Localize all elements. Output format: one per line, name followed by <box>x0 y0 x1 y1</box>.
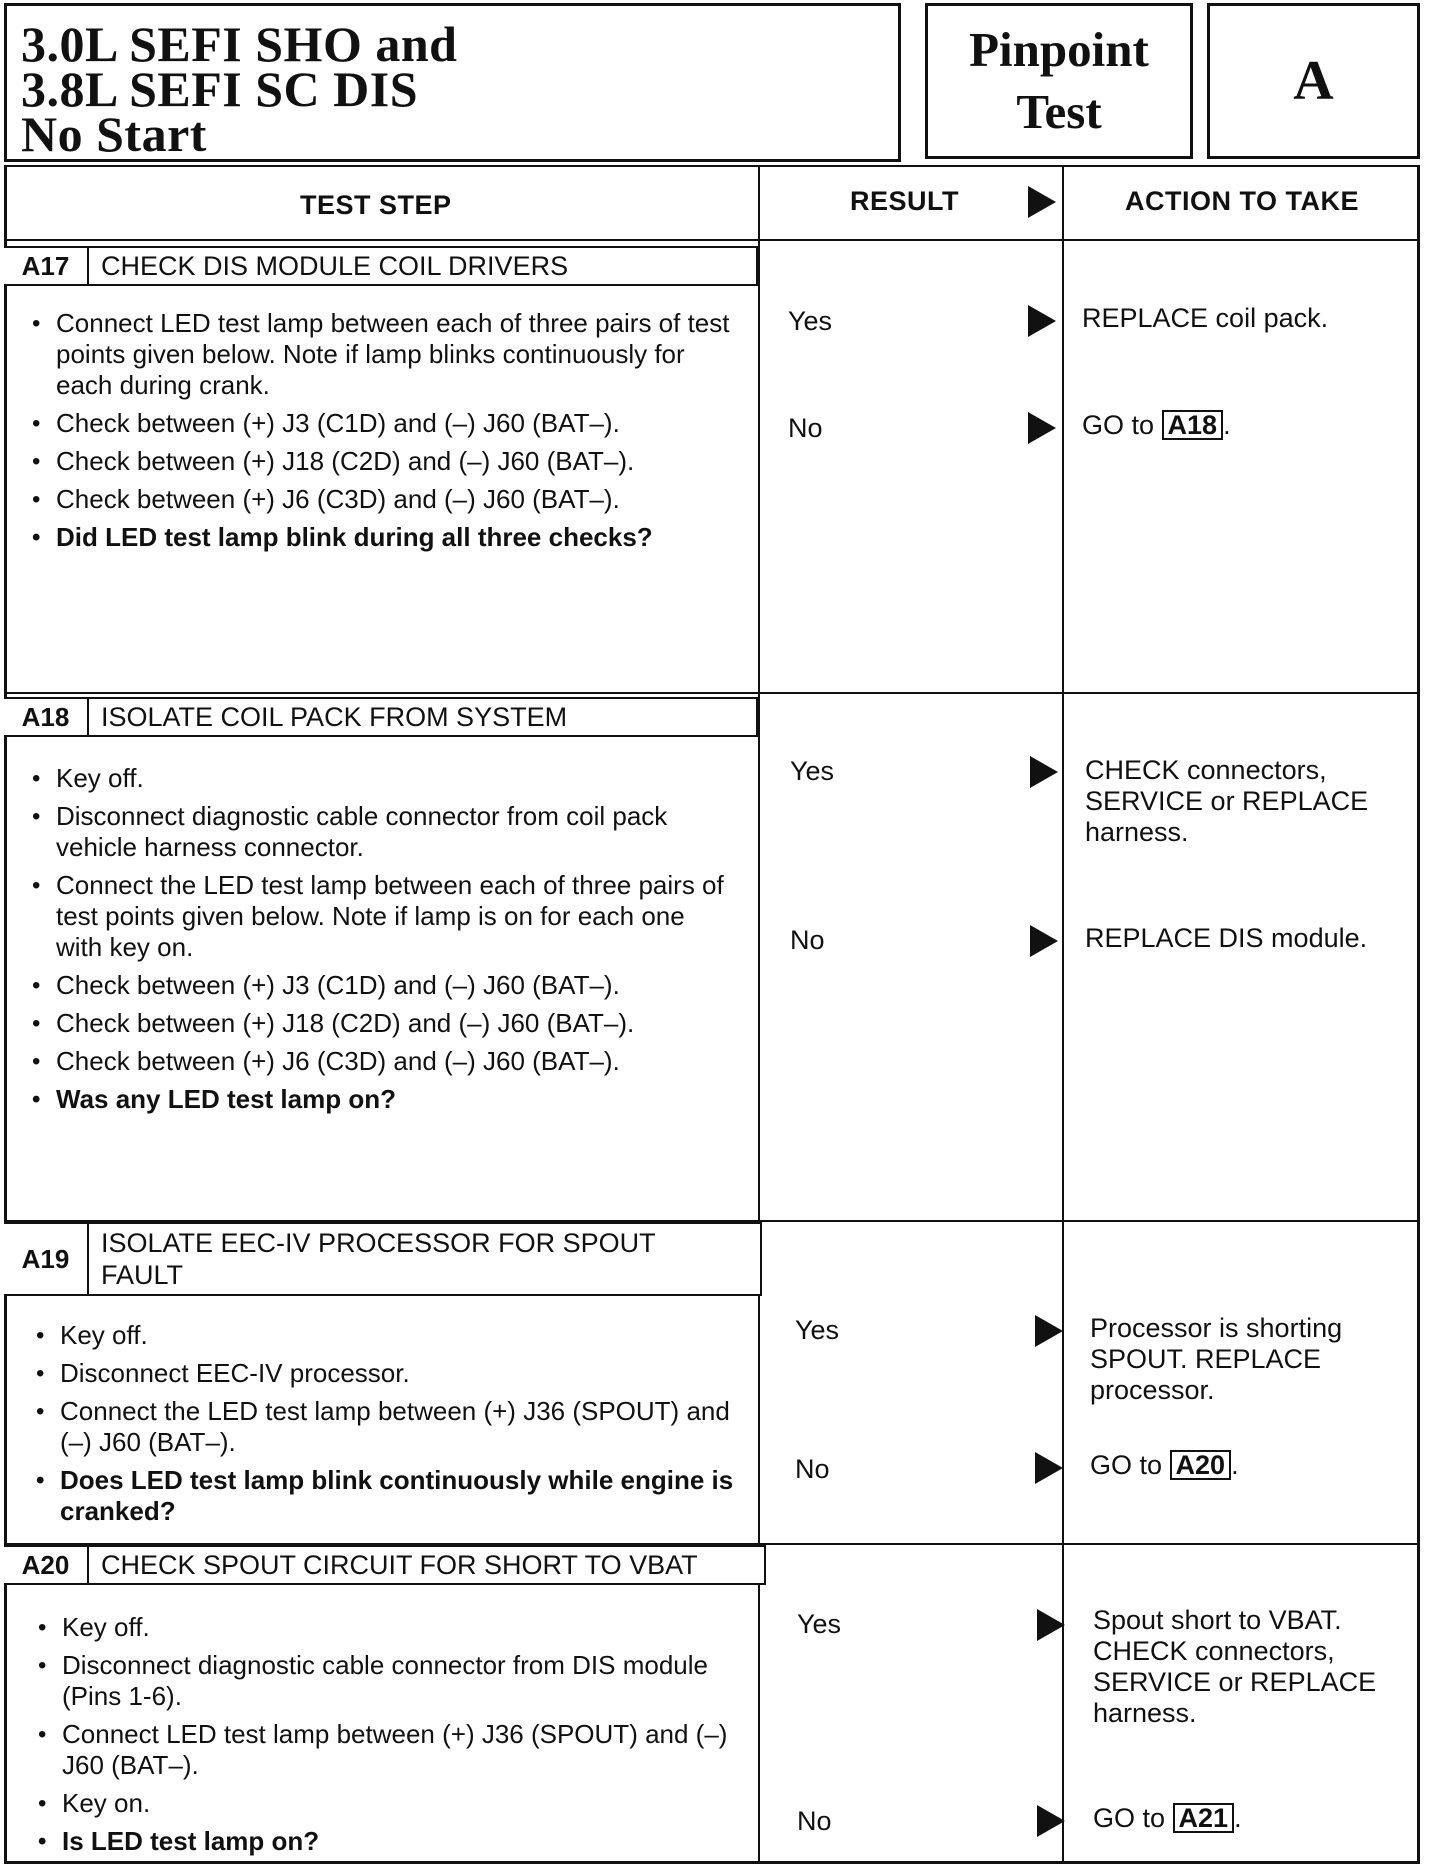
step-instructions <box>30 763 730 1122</box>
step-header <box>4 1545 766 1585</box>
action-text: REPLACE DIS module. <box>1085 923 1368 953</box>
step-reference: A18 <box>1162 410 1224 440</box>
step-title: CHECK SPOUT CIRCUIT FOR SHORT TO VBAT <box>101 1550 698 1580</box>
step-question: • Is LED test lamp on? <box>36 1826 736 1857</box>
arrow-icon <box>1037 1609 1065 1641</box>
step-reference: A21 <box>1173 1803 1235 1833</box>
step-instructions <box>34 1320 734 1534</box>
step-id: A18 <box>4 699 89 735</box>
arrow-icon <box>1030 925 1058 957</box>
arrow-icon <box>1035 1315 1063 1347</box>
test-letter: A <box>1207 3 1420 159</box>
step-reference: A20 <box>1170 1450 1232 1480</box>
action-text: REPLACE coil pack. <box>1082 303 1329 333</box>
step-header <box>4 1222 762 1296</box>
result-column-divider <box>758 165 760 1864</box>
goto-suffix: . <box>1223 410 1231 440</box>
arrow-icon <box>1037 1805 1065 1837</box>
list-item: • Key off. <box>34 1320 734 1351</box>
step-instructions <box>30 308 730 560</box>
list-item: • Check between (+) J18 (C2D) and (–) J60 (BAT–). <box>30 446 730 477</box>
arrow-icon <box>1035 1452 1063 1484</box>
goto-prefix: GO to <box>1090 1450 1163 1480</box>
result-no: No <box>795 1454 830 1484</box>
step-id: A20 <box>4 1547 89 1583</box>
list-item: • Disconnect diagnostic cable connector from coil pack vehicle harness connector. <box>30 801 730 863</box>
action-goto <box>1090 1450 1410 1481</box>
list-item: • Check between (+) J6 (C3D) and (–) J60 (BAT–). <box>30 1046 730 1077</box>
column-header-rule <box>4 239 1420 241</box>
list-item: • Connect the LED test lamp between each of three pairs of test points given below. Note if lamp is on for each one with key on. <box>30 870 730 963</box>
test-label: Test <box>1016 84 1102 139</box>
row-rule <box>4 692 1420 694</box>
step-instructions <box>36 1612 736 1864</box>
column-header-action: ACTION TO TAKE <box>1125 186 1359 216</box>
result-no: No <box>788 413 823 443</box>
action-text: Spout short to VBAT. CHECK connectors, SERVICE or REPLACE harness. <box>1093 1605 1377 1728</box>
list-item: • Connect LED test lamp between (+) J36 (SPOUT) and (–) J60 (BAT–). <box>36 1719 736 1781</box>
step-title: ISOLATE COIL PACK FROM SYSTEM <box>101 702 568 732</box>
goto-suffix: . <box>1231 1450 1239 1480</box>
arrow-icon <box>1028 412 1056 444</box>
step-id: A17 <box>4 248 89 284</box>
list-item: • Connect the LED test lamp between (+) J36 (SPOUT) and (–) J60 (BAT–). <box>34 1396 734 1458</box>
list-item: • Key off. <box>30 763 730 794</box>
list-item: • Key off. <box>36 1612 736 1643</box>
result-yes: Yes <box>797 1609 842 1639</box>
table-top-rule <box>4 165 1420 167</box>
list-item: • Connect LED test lamp between each of three pairs of test points given below. Note if lamp blinks continuously for each during crank. <box>30 308 730 401</box>
step-id: A19 <box>4 1224 89 1294</box>
list-item: • Key on. <box>36 1788 736 1819</box>
list-item: • Check between (+) J6 (C3D) and (–) J60 (BAT–). <box>30 484 730 515</box>
result-yes: Yes <box>795 1315 840 1345</box>
step-header <box>4 246 758 286</box>
result-no: No <box>797 1806 832 1836</box>
step-title: CHECK DIS MODULE COIL DRIVERS <box>101 251 569 281</box>
goto-prefix: GO to <box>1093 1803 1166 1833</box>
pinpoint-label: Pinpoint <box>969 22 1149 77</box>
step-title: ISOLATE EEC-IV PROCESSOR FOR SPOUT FAULT <box>101 1228 656 1290</box>
title-line-1: 3.0L SEFI SHO and <box>21 16 458 72</box>
result-no: No <box>790 925 825 955</box>
title-line-3: No Start <box>21 106 207 162</box>
step-question: • Did LED test lamp blink during all three checks? <box>30 522 730 553</box>
pinpoint-test-box <box>925 3 1193 159</box>
result-yes: Yes <box>788 306 833 336</box>
list-item: • Disconnect diagnostic cable connector from DIS module (Pins 1-6). <box>36 1650 736 1712</box>
step-header <box>4 697 758 737</box>
action-goto <box>1082 410 1402 441</box>
step-question: • Does LED test lamp blink continuously while engine is cranked? <box>34 1465 734 1527</box>
column-header-result: RESULT <box>850 186 959 216</box>
list-item: • Check between (+) J3 (C1D) and (–) J60 (BAT–). <box>30 408 730 439</box>
arrow-icon <box>1030 756 1058 788</box>
arrow-icon <box>1028 305 1056 337</box>
column-header-test-step: TEST STEP <box>300 190 452 220</box>
title-line-2: 3.8L SEFI SC DIS <box>21 61 419 117</box>
goto-suffix: . <box>1234 1803 1242 1833</box>
goto-prefix: GO to <box>1082 410 1155 440</box>
result-arrow-icon <box>1028 186 1056 218</box>
list-item: • Check between (+) J18 (C2D) and (–) J60 (BAT–). <box>30 1008 730 1039</box>
action-text: Processor is shorting SPOUT. REPLACE processor. <box>1090 1313 1343 1405</box>
step-question: • Was any LED test lamp on? <box>30 1084 730 1115</box>
result-yes: Yes <box>790 756 835 786</box>
list-item: • Check between (+) J3 (C1D) and (–) J60 (BAT–). <box>30 970 730 1001</box>
action-text: CHECK connectors, SERVICE or REPLACE harness. <box>1085 755 1369 847</box>
title-box <box>4 3 901 162</box>
list-item: • Disconnect EEC-IV processor. <box>34 1358 734 1389</box>
action-goto <box>1093 1803 1413 1834</box>
